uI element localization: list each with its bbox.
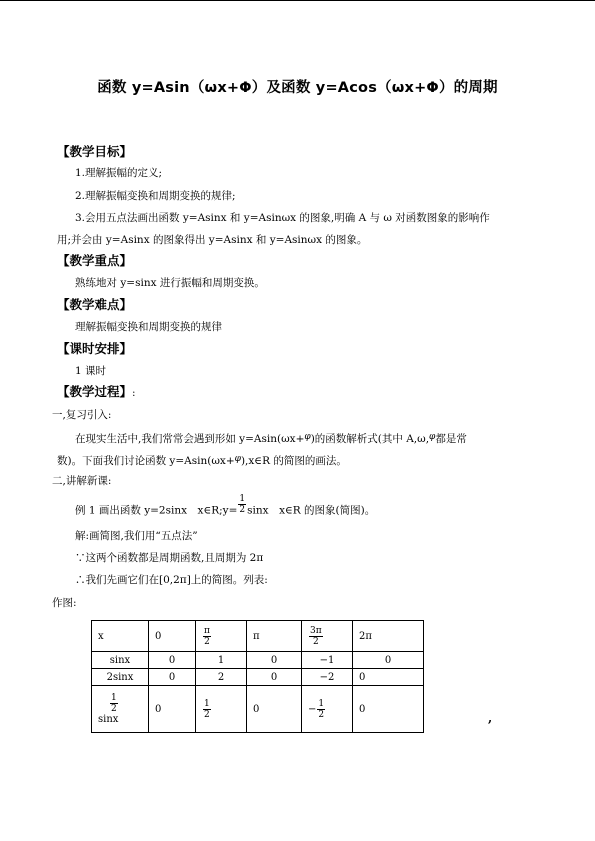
process-heading: 【教学过程】 (57, 384, 133, 399)
review-text-4: 数)。下面我们讨论函数 y=Asin(ωx+ (57, 455, 235, 467)
process-heading-line (57, 385, 136, 400)
schedule-heading: 【课时安排】 (57, 341, 133, 356)
phi-symbol: φ (304, 432, 311, 442)
difficulty-heading: 【教学难点】 (57, 297, 133, 312)
row-label-fn: sinx (98, 714, 119, 725)
goal-2: 2.理解振幅变换和周期变换的规律; (75, 190, 236, 202)
solution-text: 解:画简图,我们用“五点法” (75, 530, 198, 542)
fraction-half: $\frac{1}{2}$ (318, 698, 325, 720)
goal-3-line-1: 3.会用五点法画出函数 y=Asinx 和 y=Asinωx 的图象,明确 A 与 ω 对函数图象的影响作 (75, 212, 490, 224)
review-text-1: 在现实生活中,我们常常会遇到形如 y=Asin(ωx+ (75, 433, 305, 445)
fraction-pi-over-2: $\frac{\pi}{2}$ (204, 625, 210, 647)
table-row-sinx (92, 652, 424, 669)
example-1 (75, 494, 376, 521)
trailing-comma: , (488, 711, 493, 725)
table-cell: 0 (149, 669, 196, 686)
new-lesson-title: 二,讲解新课: (52, 475, 112, 487)
table-cell: −2 (302, 669, 353, 686)
plot-label: 作图: (52, 597, 77, 609)
header-c1: 0 (149, 621, 196, 652)
table-cell: 1 (196, 652, 247, 669)
goal-1: 1.理解振幅的定义; (75, 167, 163, 179)
difficulty-text: 理解振幅变换和周期变换的规律 (75, 321, 222, 333)
table-cell: 0 (247, 686, 302, 733)
table-cell: 0 (247, 669, 302, 686)
review-text-2: )的函数解析式(其中 A,ω, (310, 433, 430, 445)
row-label: 2sinx (92, 669, 149, 686)
minus-sign: − (308, 703, 317, 715)
table-cell: −1 (302, 652, 353, 669)
review-paragraph-line-1 (75, 430, 467, 446)
row-label: sinx (92, 652, 149, 669)
example-text-2: sinx x∈R 的图象(简图)。 (247, 504, 376, 517)
header-c4 (302, 621, 353, 652)
table-cell: 0 (149, 686, 196, 733)
table-row-half-sinx (92, 686, 424, 733)
schedule-text: 1 课时 (75, 365, 107, 377)
phi-symbol: φ (429, 432, 436, 442)
goal-3-line-2: 用;并会由 y=Asinx 的图象得出 y=Asinx 和 y=Asinωx 的图象。 (57, 234, 368, 246)
table-cell: 2 (196, 669, 247, 686)
header-c5: 2π (353, 621, 424, 652)
table-cell: 0 (247, 652, 302, 669)
key-points-text: 熟练地对 y=sinx 进行振幅和周期变换。 (75, 277, 265, 289)
table-header-row (92, 621, 424, 652)
process-colon: : (132, 387, 136, 399)
key-points-heading: 【教学重点】 (57, 253, 133, 268)
goals-heading: 【教学目标】 (57, 144, 133, 159)
table-cell (302, 686, 353, 733)
example-text-1: 例 1 画出函数 y=2sinx x∈R;y= (75, 504, 238, 517)
fraction-half: $\frac{1}{2}$ (239, 494, 246, 515)
because-text: ∵这两个函数都是周期函数,且周期为 2π (75, 552, 264, 564)
fraction-3pi-over-2: $\frac{3\pi}{2}$ (310, 625, 322, 647)
table-cell: 0 (353, 669, 424, 686)
therefore-text: ∴我们先画它们在[0,2π]上的简图。列表: (75, 574, 268, 586)
fraction-half: $\frac{1}{2}$ (111, 693, 117, 714)
page-title: 函数 y=Asin（ωx+Φ）及函数 y=Acos（ωx+Φ）的周期 (97, 80, 498, 96)
table-cell: 0 (353, 652, 424, 669)
phi-symbol: φ (234, 454, 241, 464)
review-text-5: ),x∈R 的简图的画法。 (240, 455, 347, 467)
table-row-2sinx (92, 669, 424, 686)
values-table (91, 620, 424, 733)
header-x: x (92, 621, 149, 652)
review-text-3: 都是常 (435, 433, 467, 445)
header-c3: π (247, 621, 302, 652)
table-cell: 0 (149, 652, 196, 669)
table-cell (196, 686, 247, 733)
header-c2 (196, 621, 247, 652)
review-title: 一,复习引入: (52, 409, 112, 421)
row-label (92, 686, 149, 733)
fraction-half: $\frac{1}{2}$ (204, 698, 210, 720)
review-paragraph-line-2 (57, 452, 347, 468)
page-top-rule (0, 0, 595, 1)
table-cell: 0 (353, 686, 424, 733)
